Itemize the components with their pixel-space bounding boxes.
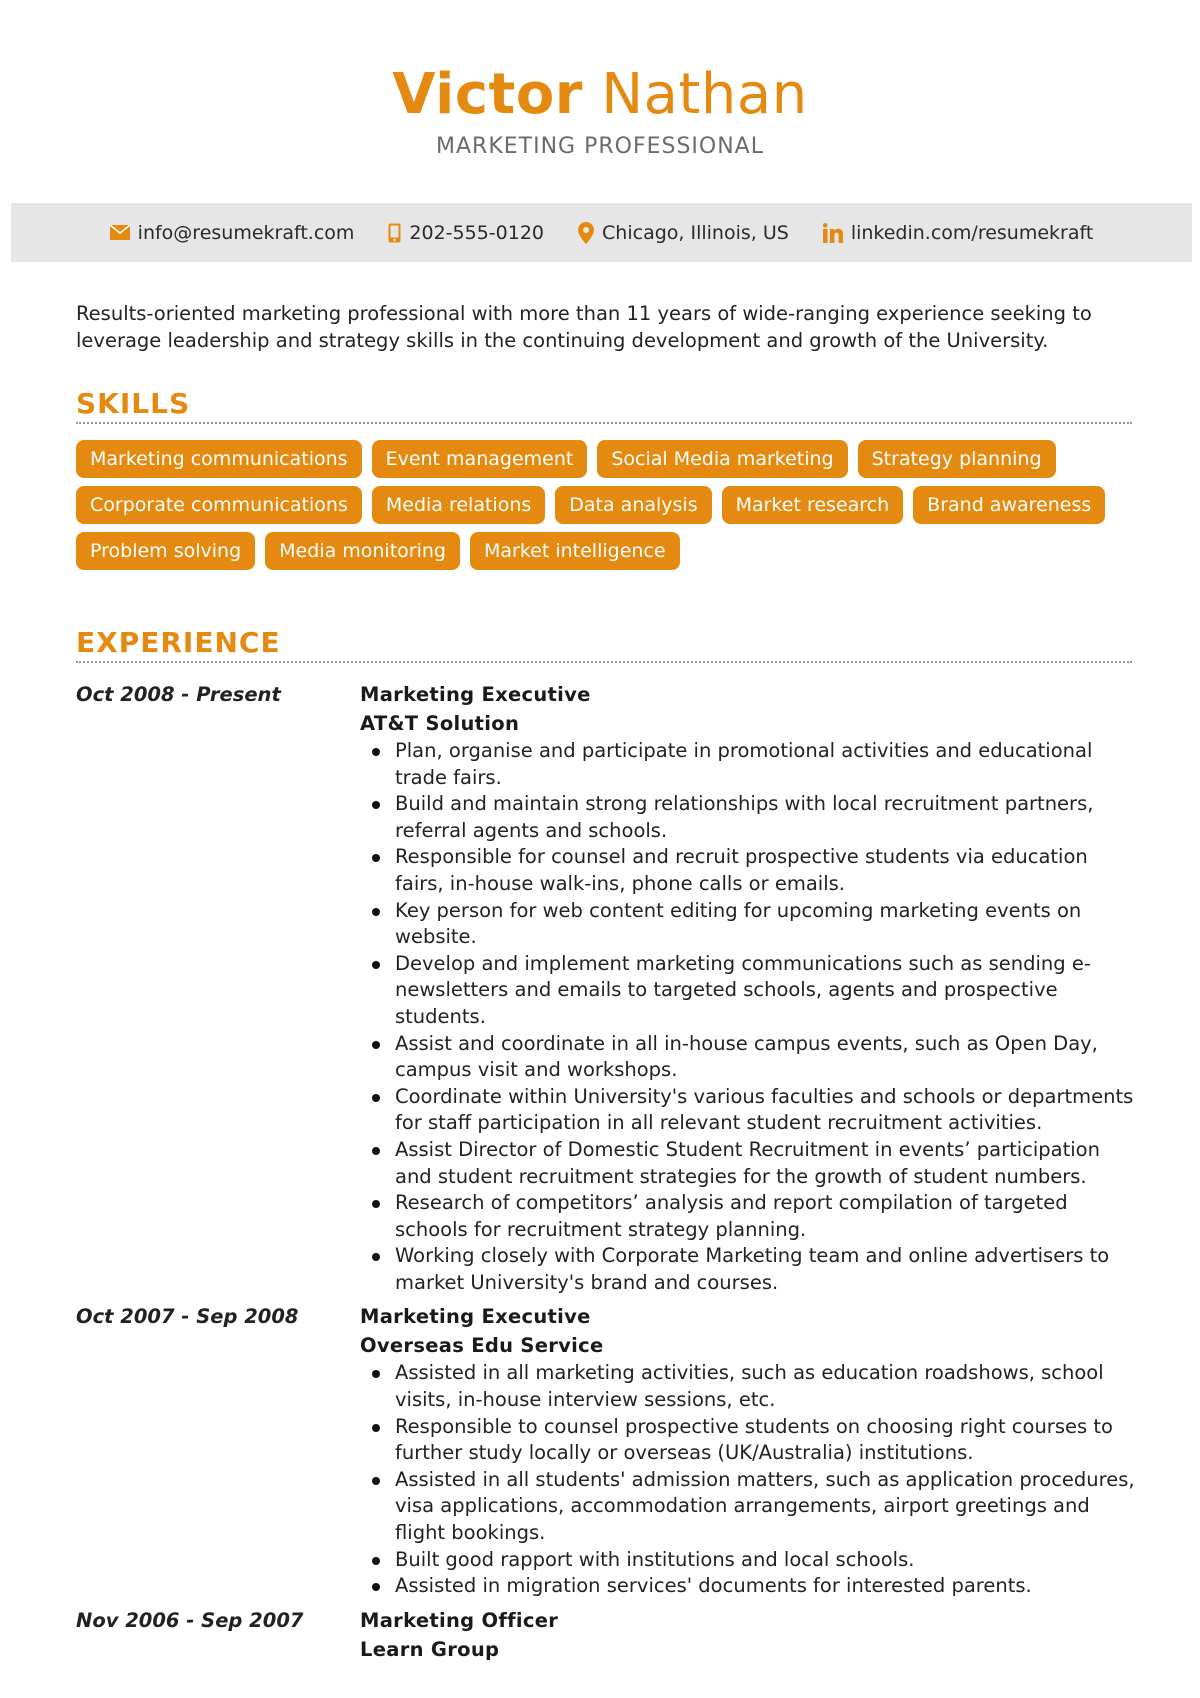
skills-list [76, 440, 1136, 578]
job-role: Marketing Executive [360, 1305, 591, 1329]
list-item: Key person for web content editing for upcoming marketing events on website. [360, 898, 1136, 951]
linkedin-icon [823, 223, 843, 243]
list-item: Assist and coordinate in all in-house campus events, such as Open Day, campus visit and workshops. [360, 1031, 1136, 1084]
job-role: Marketing Executive [360, 683, 591, 706]
linkedin-text[interactable]: linkedin.com/resumekraft [850, 221, 1094, 244]
list-item: Build and maintain strong relationships with local recruitment partners, referral agents and schools. [360, 791, 1136, 844]
summary-paragraph: Results-oriented marketing professional with more than 11 years of wide-ranging experience seeking to leverage leadership and strategy skills in the continuing development and growth of the University. [76, 302, 1092, 352]
job-company: Learn Group [360, 1637, 500, 1661]
job-entry [76, 1606, 1136, 1664]
experience-heading: EXPERIENCE [76, 626, 281, 659]
candidate-name [0, 60, 1200, 130]
first-name: Victor [392, 62, 583, 127]
contact-phone[interactable] [388, 222, 544, 244]
job-role: Marketing Officer [360, 1608, 559, 1632]
last-name: Nathan [601, 62, 808, 127]
job-details [360, 1302, 1136, 1599]
job-bullets [360, 738, 1136, 1296]
map-pin-icon [578, 222, 594, 244]
skill-row [76, 486, 1136, 524]
skill-tag: Event management [372, 440, 588, 478]
skills-divider [76, 422, 1132, 424]
job-date: Nov 2006 - Sep 2007 [76, 1608, 304, 1632]
experience-list [76, 680, 1136, 1670]
contact-location [578, 222, 789, 244]
list-item: Assist Director of Domestic Student Recruitment in events’ participation and student recruitment strategies for the growth of student numbers. [360, 1137, 1136, 1190]
list-item: Responsible for counsel and recruit prospective students via education fairs, in-house walk-ins, phone calls or emails. [360, 844, 1136, 897]
list-item: Assisted in all students' admission matters, such as application procedures, visa applications, accommodation arrangements, airport greetings and flight bookings. [360, 1467, 1136, 1547]
skills-heading: SKILLS [76, 387, 191, 420]
contact-email[interactable] [110, 222, 355, 244]
email-text[interactable]: info@resumekraft.com [137, 221, 355, 244]
job-details [360, 680, 1136, 1296]
skill-tag: Social Media marketing [597, 440, 847, 478]
location-text: Chicago, Illinois, US [602, 221, 789, 244]
list-item: Plan, organise and participate in promotional activities and educational trade fairs. [360, 738, 1136, 791]
list-item: Assisted in all marketing activities, such as education roadshows, school visits, in-house interview sessions, etc. [360, 1360, 1136, 1413]
list-item: Built good rapport with institutions and local schools. [360, 1547, 1136, 1574]
list-item: Research of competitors’ analysis and report compilation of targeted schools for recruitment strategy planning. [360, 1190, 1136, 1243]
job-entry [76, 680, 1136, 1296]
job-date: Oct 2008 - Present [76, 683, 281, 706]
skill-row [76, 532, 1136, 570]
skill-tag: Problem solving [76, 532, 255, 570]
resume-header [0, 60, 1200, 162]
skill-tag: Corporate communications [76, 486, 362, 524]
list-item: Assisted in migration services' documents for interested parents. [360, 1573, 1136, 1600]
skill-tag: Market research [722, 486, 904, 524]
experience-divider [76, 661, 1132, 663]
job-company: Overseas Edu Service [360, 1334, 604, 1358]
list-item: Coordinate within University's various faculties and schools or departments for staff participation in all relevant student recruitment activities. [360, 1084, 1136, 1137]
list-item: Responsible to counsel prospective students on choosing right courses to further study locally or overseas (UK/Australia) institutions. [360, 1414, 1136, 1467]
job-details [360, 1606, 1136, 1664]
skill-tag: Strategy planning [858, 440, 1056, 478]
skill-tag: Brand awareness [913, 486, 1105, 524]
skill-row [76, 440, 1136, 478]
job-company: AT&T Solution [360, 712, 520, 735]
phone-text[interactable]: 202-555-0120 [409, 221, 545, 244]
list-item: Develop and implement marketing communications such as sending e-newsletters and emails to targeted schools, agents and prospective students. [360, 951, 1136, 1031]
job-date: Oct 2007 - Sep 2008 [76, 1305, 299, 1329]
phone-icon [388, 223, 401, 243]
skill-tag: Media monitoring [265, 532, 460, 570]
envelope-icon [110, 225, 130, 240]
skill-tag: Marketing communications [76, 440, 362, 478]
skill-tag: Data analysis [555, 486, 711, 524]
contact-bar [11, 203, 1192, 262]
skill-tag: Market intelligence [470, 532, 680, 570]
job-entry [76, 1302, 1136, 1599]
job-title: MARKETING PROFESSIONAL [436, 134, 764, 159]
job-bullets [360, 1360, 1136, 1599]
contact-linkedin[interactable] [823, 222, 1094, 244]
skill-tag: Media relations [372, 486, 545, 524]
list-item: Working closely with Corporate Marketing team and online advertisers to market University's brand and courses. [360, 1243, 1136, 1296]
